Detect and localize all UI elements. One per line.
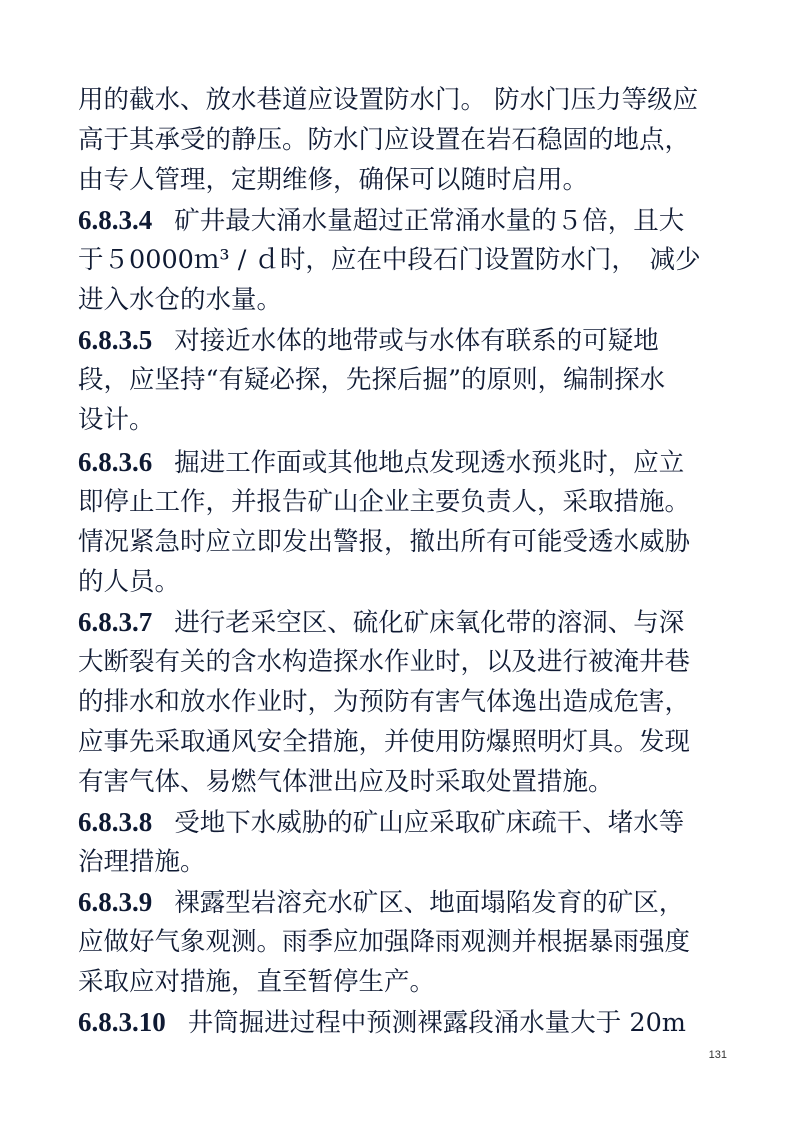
text-line: 高于其承受的静压。防水门应设置在岩石稳固的地点， xyxy=(78,125,691,155)
text-line: 进入水仓的水量。 xyxy=(78,285,283,315)
clause-number: 6.8.3.4 xyxy=(78,205,153,235)
clause-heading-line: 6.8.3.8 受地下水威胁的矿山应采取矿床疏干、堵水等 xyxy=(78,802,728,842)
text-line: 的人员。 xyxy=(78,567,181,597)
page-number: 131 xyxy=(708,1049,727,1061)
text-line: 治理措施。 xyxy=(78,847,206,877)
text-line: 采取应对措施，直至暂停生产。 xyxy=(78,967,436,997)
text-line: 应事先采取通风安全措施，并使用防爆照明灯具。发现 xyxy=(78,727,691,757)
clause-heading-line: 6.8.3.10 井筒掘进过程中预测裸露段涌水量大于 20m xyxy=(78,1002,728,1042)
text-line: 用的截水、放水巷道应设置防水门。 防水门压力等级应 xyxy=(78,85,699,115)
clause-heading-line: 6.8.3.4 矿井最大涌水量超过正常涌水量的５倍，且大 xyxy=(78,200,728,240)
clause-number: 6.8.3.5 xyxy=(78,325,153,355)
clause-heading-line: 6.8.3.7 进行老采空区、硫化矿床氧化带的溶洞、与深 xyxy=(78,602,728,642)
clause-number: 6.8.3.6 xyxy=(78,447,153,477)
clause-heading-line: 6.8.3.5 对接近水体的地带或与水体有联系的可疑地 xyxy=(78,320,728,360)
text-line: 于５0000ｍ³ / ｄ时，应在中段石门设置防水门， 减少 xyxy=(78,245,701,275)
text-line: 的排水和放水作业时，为预防有害气体逸出造成危害， xyxy=(78,687,691,717)
text-line: 情况紧急时应立即发出警报，撤出所有可能受透水威胁 xyxy=(78,527,691,557)
clause-number: 6.8.3.10 xyxy=(78,1007,166,1037)
text-line: 应做好气象观测。雨季应加强降雨观测并根据暴雨强度 xyxy=(78,927,691,957)
clause-heading-line: 6.8.3.6 掘进工作面或其他地点发现透水预兆时，应立 xyxy=(78,442,728,482)
clause-number: 6.8.3.9 xyxy=(78,887,153,917)
text-line: 即停止工作，并报告矿山企业主要负责人，采取措施。 xyxy=(78,487,691,517)
text-line: 段，应坚持“有疑必探，先探后掘”的原则，编制探水 xyxy=(78,365,666,395)
text-line: 有害气体、易燃气体泄出应及时采取处置措施。 xyxy=(78,767,614,797)
clause-number: 6.8.3.8 xyxy=(78,807,153,837)
clause-heading-line: 6.8.3.9 裸露型岩溶充水矿区、地面塌陷发育的矿区， xyxy=(78,882,728,922)
text-line: 设计。 xyxy=(78,405,155,435)
text-line: 由专人管理，定期维修，确保可以随时启用。 xyxy=(78,165,589,195)
text-line: 大断裂有关的含水构造探水作业时，以及进行被淹井巷 xyxy=(78,647,691,677)
clause-number: 6.8.3.7 xyxy=(78,607,153,637)
